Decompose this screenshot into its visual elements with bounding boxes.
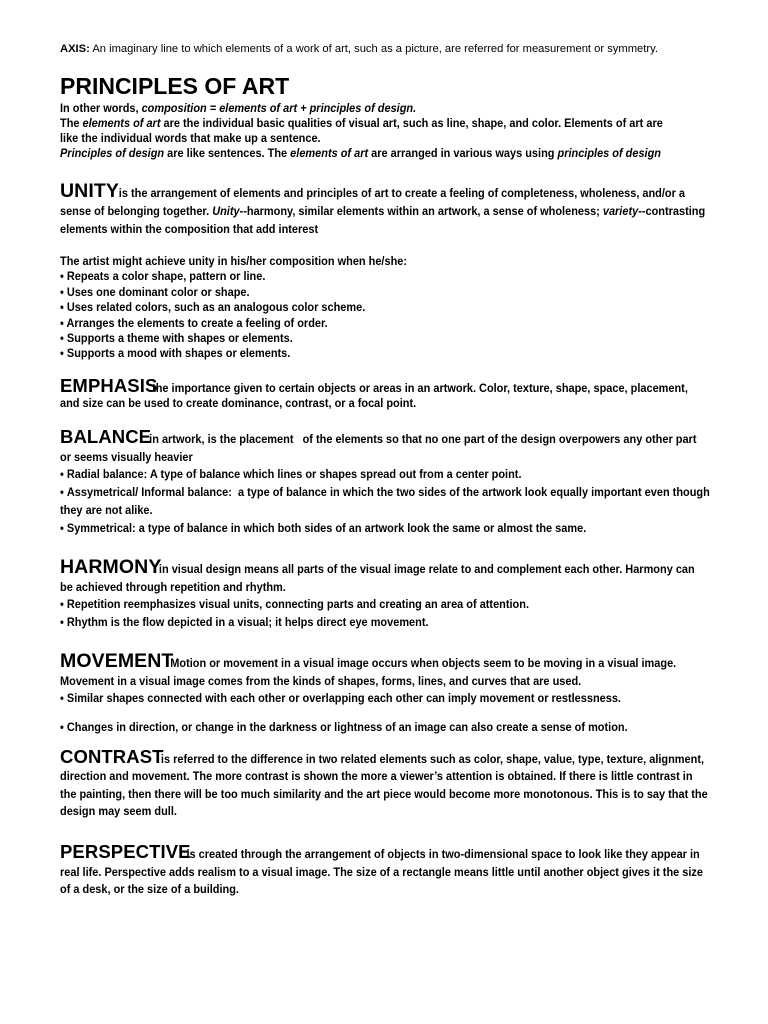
bullet-marker-icon: • <box>60 468 64 482</box>
list-item <box>60 596 710 613</box>
section-harmony <box>60 556 710 596</box>
list-item-lead: Symmetrical: <box>66 521 136 535</box>
list-item <box>60 316 710 331</box>
harmony-body: in visual design means all parts of the visual image relate to and complement each other. Harmony can be achieved through repetition and rhythm. <box>60 563 695 594</box>
list-item-lead: Assymetrical/ Informal balance: <box>66 485 232 499</box>
bullet-marker-icon: • <box>60 485 64 499</box>
section-heading-contrast: CONTRAST <box>60 745 164 767</box>
balance-bullet-list <box>60 466 713 537</box>
list-item-label: reemphasizes visual units, connecting parts and creating an area of attention. <box>120 598 530 612</box>
section-heading-balance: BALANCE <box>60 425 152 447</box>
intro-block <box>60 101 684 162</box>
bullet-marker-icon: • <box>60 331 64 345</box>
movement-bullet-list <box>60 690 710 736</box>
list-item-label: a type of balance in which both sides of an artwork look the same or almost the same. <box>135 521 587 535</box>
intro-line-2: The elements of art are the individual basic qualities of visual art, such as line, shape, and color. Elements of art are like the individual words that make up a sentence. <box>60 116 663 145</box>
bullet-marker-icon: • <box>60 721 64 735</box>
list-item-lead: Rhythm <box>66 615 108 629</box>
axis-definition-paragraph <box>60 42 685 57</box>
list-item-label: Repeats a color shape, pattern or line. <box>66 270 266 284</box>
list-item-label: Supports a theme with shapes or elements. <box>66 331 293 345</box>
list-item <box>60 331 710 346</box>
unity-body-bold: is the arrangement of elements and principles of art to create a feeling of completeness, wholeness, and/or a sense of belonging together. <box>60 187 686 218</box>
list-item <box>60 719 710 737</box>
section-balance <box>60 425 710 466</box>
bullet-marker-icon: • <box>60 347 64 361</box>
intro-line-1: In other words, composition = elements of art + principles of design. <box>60 101 417 115</box>
section-perspective <box>60 843 710 899</box>
page-title: PRINCIPLES OF ART <box>60 72 290 99</box>
perspective-body: is created through the arrangement of objects in two-dimensional space to look like they appear in real life. Perspective adds realism to a visual image. The size of a rectangle means little until another object gives it the size of a desk, or the size of a building. <box>60 848 703 897</box>
movement-body: Motion or movement in a visual image occurs when objects seem to be moving in a visual image. Movement in a visual image comes from the kinds of shapes, forms, lines, and curves that are used. <box>60 657 677 688</box>
unity-prompt: The artist might achieve unity in his/her composition when he/she: <box>60 255 408 269</box>
list-item-label: is the flow depicted in a visual; it helps direct eye movement. <box>107 615 429 629</box>
section-emphasis <box>60 374 710 412</box>
list-item-label: Supports a mood with shapes or elements. <box>66 347 291 361</box>
unity-italic-variety: variety <box>602 204 639 218</box>
list-item-label: Changes in direction, or change in the darkness or lightness of an image can also create a sense of motion. <box>66 721 628 735</box>
list-item <box>60 614 710 631</box>
bullet-marker-icon: • <box>60 521 64 535</box>
list-item-label: A type of balance which lines or shapes spread out from a center point. <box>147 468 522 482</box>
list-item <box>60 520 710 538</box>
unity-italic-unity: Unity <box>212 204 240 218</box>
list-item-label: a type of balance in which the two sides of the artwork look equally important even though they are not alike. <box>60 485 713 517</box>
bullet-marker-icon: • <box>60 285 64 299</box>
list-item-label: Similar shapes connected with each other or overlapping each other can imply movement or restlessness. <box>66 692 621 706</box>
section-heading-perspective: PERSPECTIVE <box>60 841 191 863</box>
bullet-marker-icon: • <box>60 692 64 706</box>
section-heading-harmony: HARMONY <box>60 556 162 579</box>
list-item <box>60 269 710 284</box>
axis-definition-text: An imaginary line to which elements of a work of art, such as a picture, are referred for measurement or symmetry. <box>89 43 658 55</box>
list-item-label: Uses one dominant color or shape. <box>66 285 250 299</box>
list-item <box>60 300 710 315</box>
list-item <box>60 285 710 300</box>
harmony-bullet-list <box>60 596 710 631</box>
list-item-label: Arranges the elements to create a feeling of order. <box>66 316 328 330</box>
list-item <box>60 466 710 484</box>
section-movement <box>60 650 710 690</box>
section-contrast <box>60 745 710 821</box>
list-item-lead: Radial balance: <box>66 468 148 482</box>
list-item-label: Uses related colors, such as an analogous color scheme. <box>66 301 366 315</box>
section-heading-emphasis: EMPHASIS <box>60 374 158 396</box>
bullet-marker-icon: • <box>60 598 64 612</box>
unity-regular-2: --contrasting elements within the composition that add interest <box>60 204 706 236</box>
unity-regular-1: --harmony, similar elements within an artwork, a sense of wholeness; <box>239 204 603 218</box>
section-unity <box>60 180 710 238</box>
emphasis-body: the importance given to certain objects or areas in an artwork. Color, texture, shape, space, placement, and size can be used to create dominance, contrast, or a focal point. <box>60 381 688 411</box>
bullet-marker-icon: • <box>60 301 64 315</box>
unity-bullet-list <box>60 269 710 361</box>
list-item-lead: Repetition <box>66 598 121 612</box>
contrast-body: is referred to the difference in two related elements such as color, shape, value, type, texture, alignment, direction and movement. The more contrast is shown the more a viewer’s attention is obtained. If there is little contrast in the painting, then there will be too much similarity and the art piece would become more monotonous. This is to say that the design may seem dull. <box>60 752 708 819</box>
intro-line-3: Principles of design are like sentences. The elements of art are arranged in various ways using principles of design <box>60 147 661 161</box>
axis-term: AXIS: <box>60 43 90 55</box>
list-item <box>60 690 710 708</box>
section-heading-movement: MOVEMENT <box>60 650 174 673</box>
balance-body: in artwork, is the placement of the elements so that no one part of the design overpowers any other part or seems visually heavier <box>60 432 700 464</box>
bullet-marker-icon: • <box>60 316 64 330</box>
list-item <box>60 346 710 361</box>
list-item <box>60 484 713 520</box>
bullet-marker-icon: • <box>60 270 64 284</box>
bullet-marker-icon: • <box>60 615 64 629</box>
section-heading-unity: UNITY <box>60 180 119 203</box>
